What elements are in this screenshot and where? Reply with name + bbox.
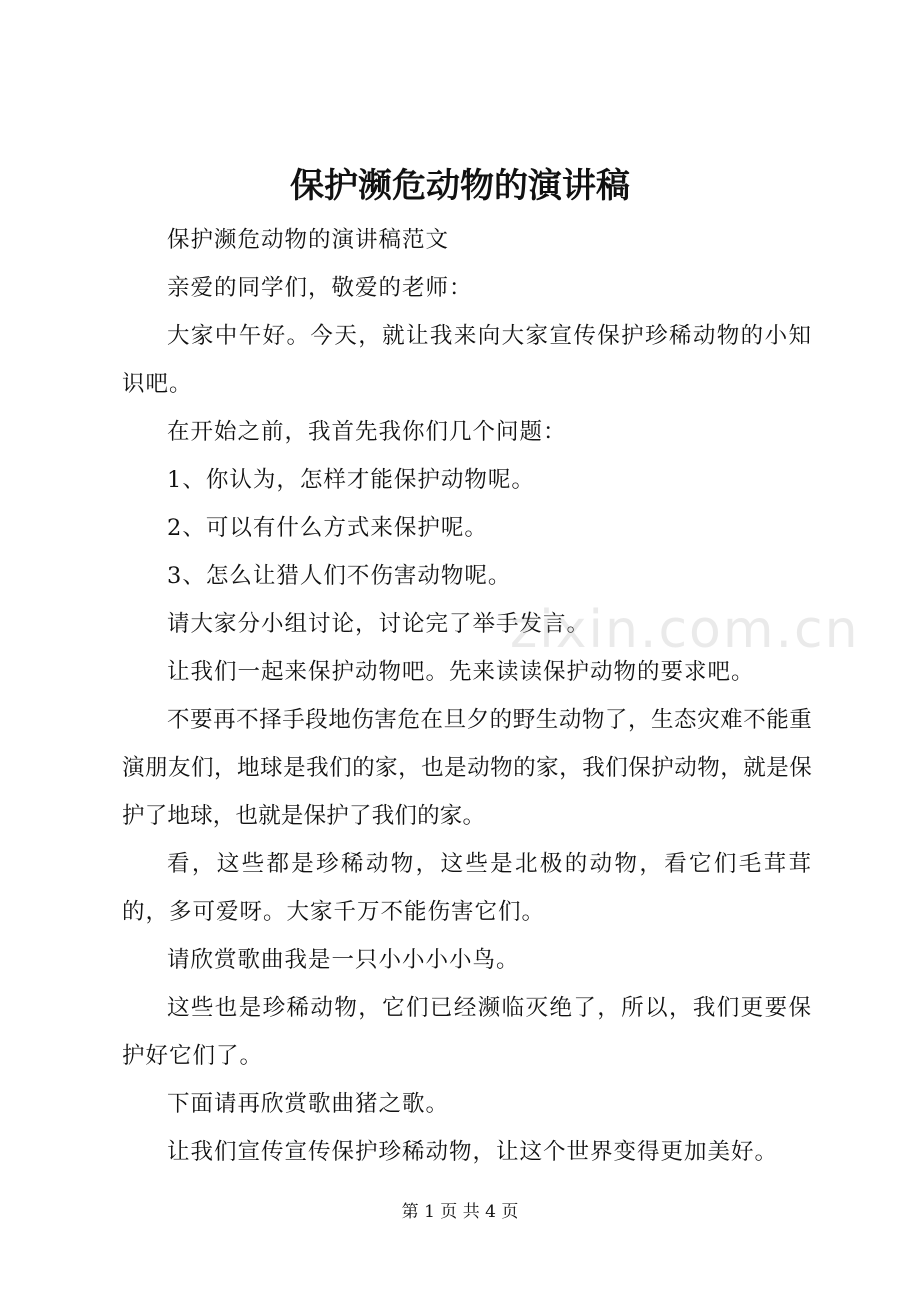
paragraph-arctic-animals: 看，这些都是珍稀动物，这些是北极的动物，看它们毛茸茸的，多可爱呀。大家千万不能伤害它们。 (122, 851, 812, 925)
document-body (122, 216, 812, 1176)
document-title: 保护濒危动物的演讲稿 (290, 166, 630, 206)
paragraph-greeting: 亲爱的同学们，敬爱的老师： (167, 275, 473, 301)
paragraph-question-1: 1、你认为，怎样才能保护动物呢。 (167, 467, 535, 493)
page-footer: 第 1 页 共 4 页 (401, 1202, 519, 1222)
paragraph-questions-intro: 在开始之前，我首先我你们几个问题： (167, 419, 567, 445)
paragraph-discussion: 请大家分小组讨论，讨论完了举手发言。 (167, 611, 591, 637)
paragraph-intro: 大家中午好。今天，就让我来向大家宣传保护珍稀动物的小知识吧。 (122, 323, 812, 397)
paragraph-song-bird: 请欣赏歌曲我是一只小小小小鸟。 (167, 947, 520, 973)
paragraph-protect-earth: 不要再不择手段地伤害危在旦夕的野生动物了，生态灾难不能重演朋友们，地球是我们的家，也是动物的家，我们保护动物，就是保护了地球，也就是保护了我们的家。 (122, 707, 812, 829)
paragraph-question-2: 2、可以有什么方式来保护呢。 (167, 515, 488, 541)
paragraph-subtitle: 保护濒危动物的演讲稿范文 (167, 227, 450, 253)
paragraph-requirements: 让我们一起来保护动物吧。先来读读保护动物的要求吧。 (167, 659, 755, 685)
paragraph-question-3: 3、怎么让猎人们不伤害动物呢。 (167, 563, 512, 589)
paragraph-song-pig: 下面请再欣赏歌曲猪之歌。 (167, 1091, 450, 1117)
paragraph-endangered: 这些也是珍稀动物，它们已经濒临灭绝了，所以，我们更要保护好它们了。 (122, 995, 812, 1069)
paragraph-closing: 让我们宣传宣传保护珍稀动物，让这个世界变得更加美好。 (167, 1139, 779, 1165)
watermark: zixin.com.cn (510, 600, 860, 660)
